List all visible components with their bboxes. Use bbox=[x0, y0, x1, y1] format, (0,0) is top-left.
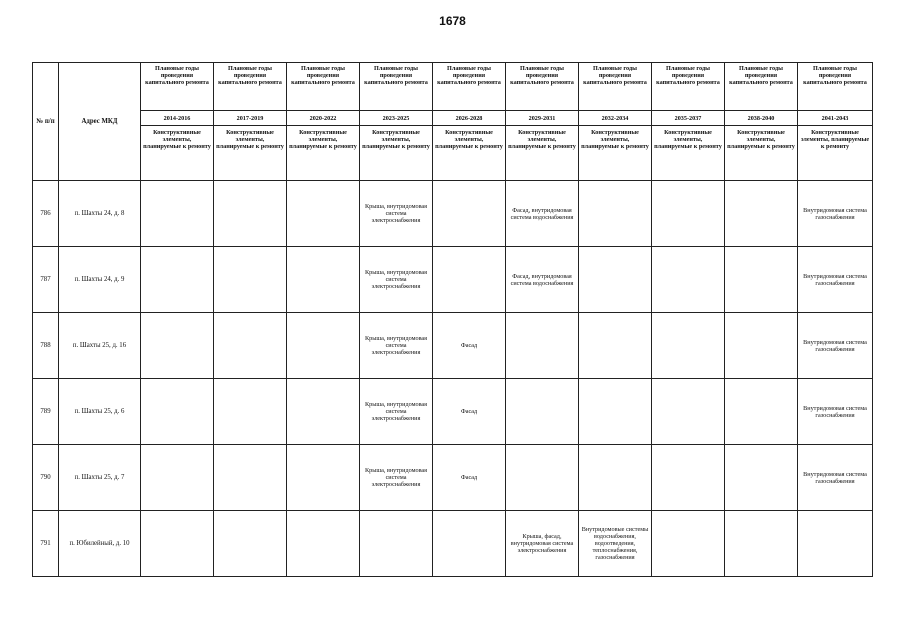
header-elements: Конструктивные элементы, планируемые к ремонту bbox=[141, 126, 214, 181]
header-elements: Конструктивные элементы, планируемые к ремонту bbox=[360, 126, 433, 181]
repair-cell bbox=[725, 181, 798, 247]
row-number: 786 bbox=[33, 181, 59, 247]
header-years: 2014-2016 bbox=[141, 111, 214, 126]
repair-cell bbox=[506, 445, 579, 511]
row-address: п. Шахты 25, д. 6 bbox=[59, 379, 141, 445]
repair-cell bbox=[579, 313, 652, 379]
repair-cell bbox=[433, 181, 506, 247]
row-address: п. Шахты 25, д. 7 bbox=[59, 445, 141, 511]
repair-cell bbox=[725, 247, 798, 313]
table-row bbox=[33, 379, 873, 445]
header-years: 2020-2022 bbox=[287, 111, 360, 126]
header-row-years bbox=[33, 111, 873, 126]
repair-cell bbox=[725, 379, 798, 445]
header-elements: Конструктивные элементы, планируемые к ремонту bbox=[579, 126, 652, 181]
capital-repair-table bbox=[32, 62, 873, 577]
repair-cell bbox=[579, 379, 652, 445]
header-years: 2038-2040 bbox=[725, 111, 798, 126]
repair-cell bbox=[287, 181, 360, 247]
repair-cell bbox=[579, 181, 652, 247]
repair-cell: Крыша, внутридомовая система электроснабжения bbox=[360, 379, 433, 445]
repair-cell bbox=[287, 511, 360, 577]
header-number: № п/п bbox=[33, 63, 59, 181]
header-period-title: Плановые годы проведения капитального ремонта bbox=[214, 63, 287, 111]
repair-cell bbox=[652, 511, 725, 577]
header-row-elements bbox=[33, 126, 873, 181]
repair-cell bbox=[725, 313, 798, 379]
header-row-titles bbox=[33, 63, 873, 111]
repair-cell: Внутридомовая система газоснабжения bbox=[798, 445, 873, 511]
repair-cell: Крыша, фасад, внутридомовая система электроснабжения bbox=[506, 511, 579, 577]
header-years: 2032-2034 bbox=[579, 111, 652, 126]
header-period-title: Плановые годы проведения капитального ремонта bbox=[506, 63, 579, 111]
repair-cell bbox=[506, 379, 579, 445]
row-number: 790 bbox=[33, 445, 59, 511]
table-row bbox=[33, 445, 873, 511]
repair-cell: Крыша, внутридомовая система электроснабжения bbox=[360, 445, 433, 511]
header-elements: Конструктивные элементы, планируемые к ремонту bbox=[652, 126, 725, 181]
repair-cell bbox=[652, 445, 725, 511]
row-number: 791 bbox=[33, 511, 59, 577]
header-elements: Конструктивные элементы, планируемые к ремонту bbox=[798, 126, 873, 181]
repair-cell: Крыша, внутридомовая система электроснабжения bbox=[360, 313, 433, 379]
row-number: 788 bbox=[33, 313, 59, 379]
repair-cell: Фасад, внутридомовая система водоснабжения bbox=[506, 181, 579, 247]
repair-cell bbox=[579, 445, 652, 511]
header-years: 2026-2028 bbox=[433, 111, 506, 126]
header-elements: Конструктивные элементы, планируемые к ремонту bbox=[433, 126, 506, 181]
header-elements: Конструктивные элементы, планируемые к ремонту bbox=[214, 126, 287, 181]
header-period-title: Плановые годы проведения капитального ремонта bbox=[360, 63, 433, 111]
repair-cell bbox=[433, 511, 506, 577]
repair-cell bbox=[287, 313, 360, 379]
row-number: 789 bbox=[33, 379, 59, 445]
header-period-title: Плановые годы проведения капитального ремонта bbox=[798, 63, 873, 111]
header-elements: Конструктивные элементы, планируемые к ремонту bbox=[506, 126, 579, 181]
repair-cell bbox=[214, 379, 287, 445]
header-years: 2023-2025 bbox=[360, 111, 433, 126]
row-address: п. Юбилейный, д. 10 bbox=[59, 511, 141, 577]
repair-cell bbox=[141, 181, 214, 247]
repair-cell bbox=[214, 511, 287, 577]
repair-cell bbox=[652, 313, 725, 379]
header-years: 2041-2043 bbox=[798, 111, 873, 126]
repair-cell: Фасад, внутридомовая система водоснабжения bbox=[506, 247, 579, 313]
repair-cell bbox=[652, 181, 725, 247]
header-period-title: Плановые годы проведения капитального ремонта bbox=[652, 63, 725, 111]
header-years: 2017-2019 bbox=[214, 111, 287, 126]
repair-cell bbox=[725, 445, 798, 511]
repair-cell bbox=[141, 445, 214, 511]
page-number: 1678 bbox=[439, 14, 466, 28]
repair-cell bbox=[287, 379, 360, 445]
repair-cell bbox=[214, 445, 287, 511]
row-address: п. Шахты 24, д. 9 bbox=[59, 247, 141, 313]
repair-cell bbox=[287, 445, 360, 511]
repair-cell bbox=[798, 511, 873, 577]
repair-cell: Крыша, внутридомовая система электроснабжения bbox=[360, 247, 433, 313]
repair-cell: Фасад bbox=[433, 313, 506, 379]
table-row bbox=[33, 247, 873, 313]
repair-cell bbox=[360, 511, 433, 577]
header-address: Адрес МКД bbox=[59, 63, 141, 181]
repair-cell bbox=[506, 313, 579, 379]
header-elements: Конструктивные элементы, планируемые к ремонту bbox=[725, 126, 798, 181]
repair-cell: Крыша, внутридомовая система электроснабжения bbox=[360, 181, 433, 247]
table-row bbox=[33, 313, 873, 379]
repair-cell bbox=[214, 313, 287, 379]
header-period-title: Плановые годы проведения капитального ремонта bbox=[433, 63, 506, 111]
repair-cell bbox=[287, 247, 360, 313]
repair-cell bbox=[652, 379, 725, 445]
table-row bbox=[33, 511, 873, 577]
row-number: 787 bbox=[33, 247, 59, 313]
repair-cell: Фасад bbox=[433, 445, 506, 511]
repair-cell: Внутридомовая система газоснабжения bbox=[798, 379, 873, 445]
repair-cell: Внутридомовая система газоснабжения bbox=[798, 247, 873, 313]
header-period-title: Плановые годы проведения капитального ремонта bbox=[141, 63, 214, 111]
row-address: п. Шахты 25, д. 16 bbox=[59, 313, 141, 379]
repair-cell bbox=[141, 379, 214, 445]
header-period-title: Плановые годы проведения капитального ремонта bbox=[579, 63, 652, 111]
repair-cell bbox=[141, 313, 214, 379]
repair-cell: Внутридомовая система газоснабжения bbox=[798, 313, 873, 379]
header-period-title: Плановые годы проведения капитального ремонта bbox=[725, 63, 798, 111]
header-years: 2029-2031 bbox=[506, 111, 579, 126]
repair-cell bbox=[214, 181, 287, 247]
repair-cell bbox=[433, 247, 506, 313]
repair-cell: Внутридомовая система газоснабжения bbox=[798, 181, 873, 247]
repair-cell bbox=[725, 511, 798, 577]
repair-cell bbox=[141, 511, 214, 577]
repair-cell bbox=[579, 247, 652, 313]
header-elements: Конструктивные элементы, планируемые к ремонту bbox=[287, 126, 360, 181]
repair-cell bbox=[141, 247, 214, 313]
repair-cell bbox=[214, 247, 287, 313]
repair-cell: Внутридомовые системы водоснабжения, водоотведения, теплоснабжения, газоснабжения bbox=[579, 511, 652, 577]
repair-cell: Фасад bbox=[433, 379, 506, 445]
table-row bbox=[33, 181, 873, 247]
header-period-title: Плановые годы проведения капитального ремонта bbox=[287, 63, 360, 111]
header-years: 2035-2037 bbox=[652, 111, 725, 126]
row-address: п. Шахты 24, д. 8 bbox=[59, 181, 141, 247]
repair-cell bbox=[652, 247, 725, 313]
